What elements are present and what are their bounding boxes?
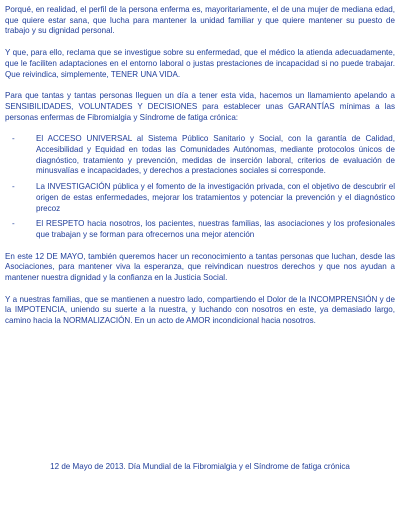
bullet-dash: - <box>12 182 15 192</box>
paragraph-demands: Y que, para ello, reclama que se investigue sobre su enfermedad, que el médico la atienda adecuadamente, que le faciliten adaptaciones en el entorno laboral o justas prestaciones de incapacidad si no puede trabajar. Que reivindica, simplemente, TENER UNA VIDA. <box>5 48 395 79</box>
footer-date-line: 12 de Mayo de 2013. Día Mundial de la Fibromialgia y el Síndrome de fatiga crónica <box>50 462 350 471</box>
paragraph-families: Y a nuestras familias, que se mantienen a nuestro lado, compartiendo el Dolor de la INCOMPRENSIÓN y de la IMPOTENCIA, uniendo su suerte a la nuestra, y luchando con nosotros en este, ya demasiado largo, camino hacia la NORMALIZACIÓN. En un acto de AMOR incondicional hacia nosotros. <box>5 294 395 326</box>
list-item-text: El ACCESO UNIVERSAL al Sistema Público Sanitario y Social, con la garantía de Calidad, Accesibilidad y Equidad en todas las Comunidades Autónomas, mediante protocolos únicos de diagnóstico, tratamiento y prevención, medidas de inserción laboral, criterios de evaluación de minusvalías e incapacidades, y derechos a prestaciones sociales si corresponde. <box>36 134 395 176</box>
bullet-dash: - <box>12 134 15 144</box>
list-item-text: La INVESTIGACIÓN pública y el fomento de la investigación privada, con el objetivo de descubrir el origen de estas enfermedades, mejorar los tratamientos y potenciar la prevención y el diagnóstico precoz <box>36 182 395 213</box>
list-item <box>5 134 395 177</box>
document-body <box>5 5 395 338</box>
bullet-dash: - <box>12 219 15 229</box>
paragraph-patient-profile: Porqué, en realidad, el perfil de la persona enferma es, mayoritariamente, el de una mujer de mediana edad, que quiere estar sana, que lucha para mantener la unidad familiar y que quiere mantener su puesto de trabajo y su dignidad personal. <box>5 5 395 36</box>
guarantees-list <box>5 134 395 240</box>
paragraph-appeal: Para que tantas y tantas personas lleguen un día a tener esta vida, hacemos un llamamiento apelando a SENSIBILIDADES, VOLUNTADES Y DECISIONES para establecer unas GARANTÍAS mínimas a las personas enfermas de Fibromialgia y Síndrome de fatiga crónica: <box>5 91 395 122</box>
list-item <box>5 182 395 214</box>
paragraph-associations: En este 12 DE MAYO, también queremos hacer un reconocimiento a tantas personas que luchan, desde las Asociaciones, para mantener viva la esperanza, que reivindican nuestros derechos y que nos ayudan a mantener nuestra dignidad y la confianza en la Justicia Social. <box>5 251 395 283</box>
list-item <box>5 219 395 240</box>
list-item-text: El RESPETO hacia nosotros, los pacientes, nuestras familias, las asociaciones y los profesionales que trabajan y se forman para ofrecernos una mejor atención <box>36 219 395 239</box>
